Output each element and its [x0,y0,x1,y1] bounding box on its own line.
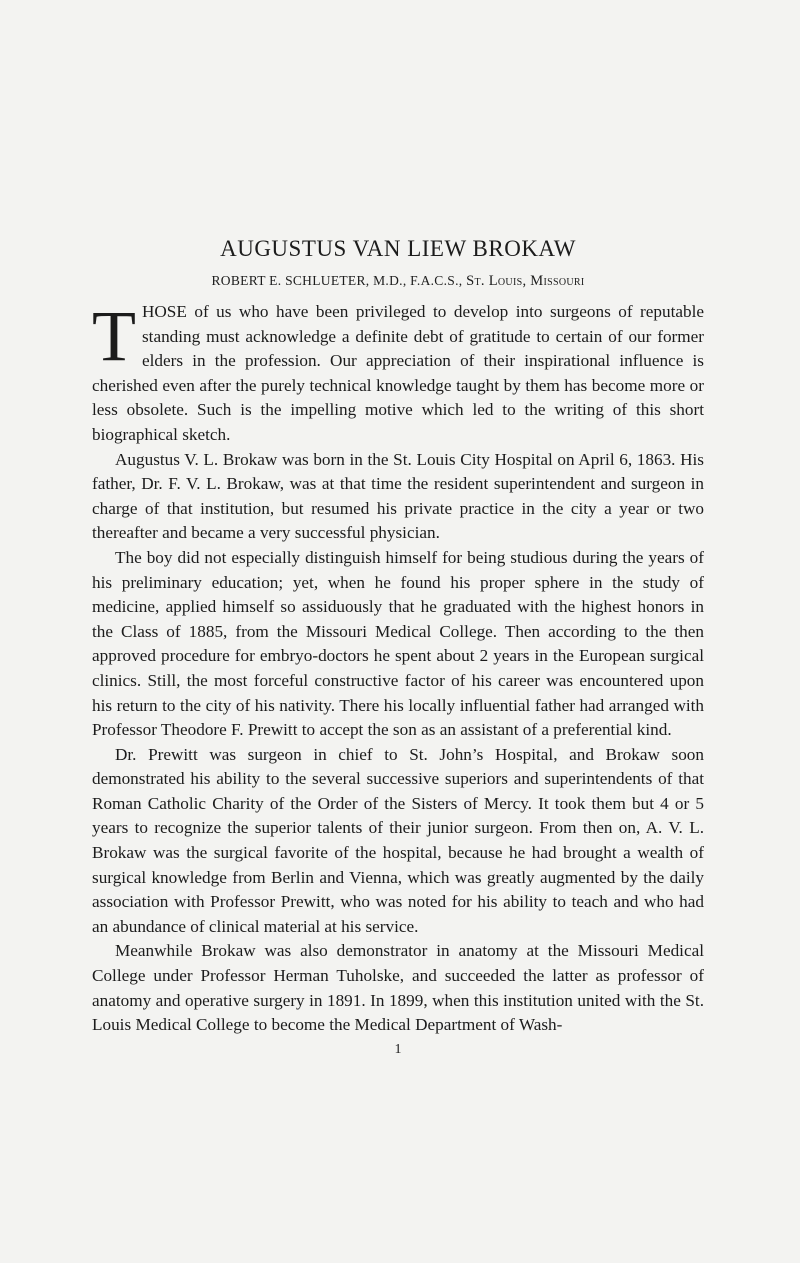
paragraph-2: Augustus V. L. Brokaw was born in the St. Louis City Hospital on April 6, 1863. His father, Dr. F. V. L. Brokaw, was at that time the resident superintendent and surgeon in charge of that institution, but resumed his private practice in the city a year or two thereafter and became a very successful physician. [92,449,704,543]
document-page [92,234,704,1058]
author-location: St. Louis, Missouri [466,273,585,289]
paragraph-4: Dr. Prewitt was surgeon in chief to St. John’s Hospital, and Brokaw soon demonstrated his ability to the several successive superiors and superintendents of that Roman Catholic Charity of the Order of the Sisters of Mercy. It took them but 4 or 5 years to recognize the superior talents of their junior surgeon. From then on, A. V. L. Brokaw was the surgical favorite of the hospital, because he had brought a wealth of surgical knowledge from Berlin and Vienna, which was greatly augmented by the daily association with Professor Prewitt, who was noted for his ability to teach and who had an abundance of clinical material at his service. [92,744,704,936]
page-number: 1 [394,1041,402,1057]
paragraph-5: Meanwhile Brokaw was also demonstrator in anatomy at the Missouri Medical College under Professor Herman Tuholske, and succeeded the latter as professor of anatomy and operative surgery in 1891. In 1899, when this institution united with the St. Louis Medical College to become the Medical Department of Wash- [92,941,704,1035]
paragraph-1 [92,296,704,448]
author-name: ROBERT E. SCHLUETER, M.D., F.A.C.S., [211,273,467,288]
paragraph-1-text: HOSE of us who have been privileged to develop into surgeons of reputable standing must acknowledge a definite debt of gratitude to certain of our former elders in the profession. Our appreciation of their inspirational influence is cherished even after the purely technical knowledge taught by them has become more or less obsolete. Such is the impelling motive which led to the writing of this short biographical sketch. [92,302,704,444]
article-title: AUGUSTUS VAN LIEW BROKAW [220,236,576,261]
author-line [92,272,704,290]
paragraph-3: The boy did not especially distinguish himself for being studious during the years of his preliminary education; yet, when he found his proper sphere in the study of medicine, applied himself so assiduously that he graduated with the highest honors in the Class of 1885, from the Missouri Medical College. Then according to the then approved procedure for embryo-doctors he spent about 2 years in the European surgical clinics. Still, the most forceful constructive factor of his career was encountered upon his return to the city of his nativity. There his locally influential father had arranged with Professor Theodore F. Prewitt to accept the son as an assistant of a preferential kind. [92,547,704,740]
drop-cap-letter: T [92,296,136,376]
article-body [92,296,704,1038]
